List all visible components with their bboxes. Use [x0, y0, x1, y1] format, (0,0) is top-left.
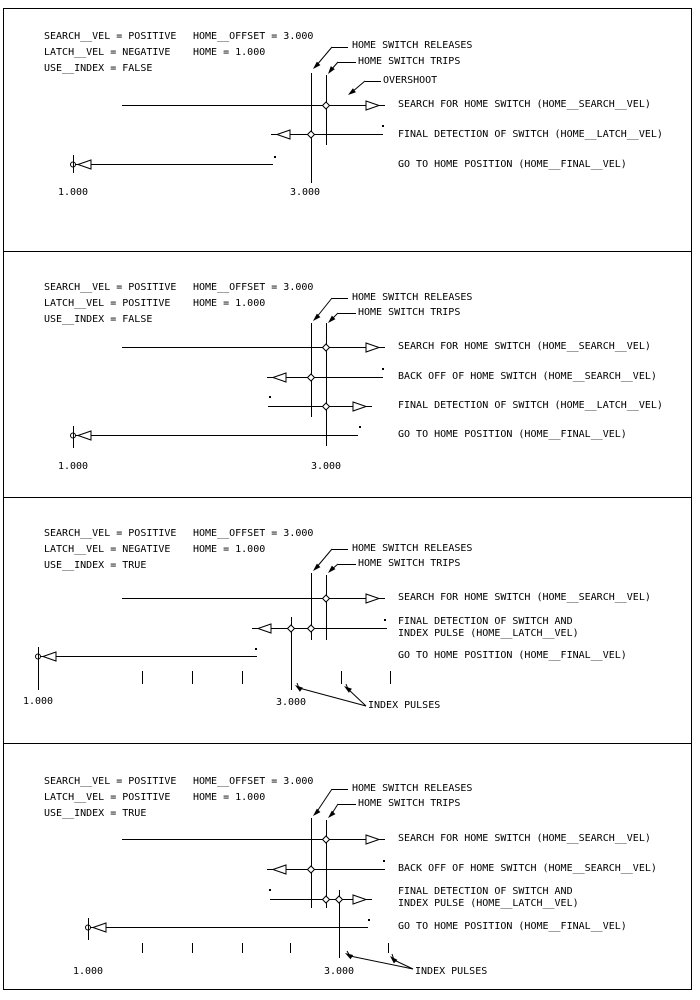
index-pulses-label-3: INDEX PULSES: [368, 700, 441, 711]
search-move-line-3-arrow: [366, 594, 379, 603]
axis-offset-label-3: 3.000: [275, 697, 307, 708]
param-home-2: HOME = 1.000: [193, 298, 266, 309]
callout-releases-label-2: HOME SWITCH RELEASES: [352, 292, 473, 303]
callout-goto-label-1: GO TO HOME POSITION (HOME__FINAL__VEL): [398, 159, 627, 170]
param-use-index-3: USE__INDEX = TRUE: [44, 560, 147, 571]
releases-leader-2: [316, 298, 332, 318]
axis-home-label-1: 1.000: [57, 187, 89, 198]
param-home-offset-3: HOME__OFFSET = 3.000: [193, 528, 314, 539]
index-pulses-arrow-4a-arrowhead: [344, 951, 353, 959]
start-dot: [359, 426, 361, 428]
start-dot: [368, 919, 370, 921]
latch-move-line-2-arrow: [353, 402, 366, 411]
diamond-marker: [308, 866, 315, 873]
param-home-offset-4: HOME__OFFSET = 3.000: [193, 776, 314, 787]
param-home-1: HOME = 1.000: [193, 47, 266, 58]
callout-final-line1-label-3: FINAL DETECTION OF SWITCH AND: [398, 616, 573, 627]
start-dot: [269, 889, 271, 891]
param-search-vel-1: SEARCH__VEL = POSITIVE: [44, 31, 177, 42]
axis-home-label-2: 1.000: [57, 461, 89, 472]
param-search-vel-2: SEARCH__VEL = POSITIVE: [44, 282, 177, 293]
diamond-marker: [308, 625, 315, 632]
axis-offset-label-4: 3.000: [323, 966, 355, 977]
param-home-3: HOME = 1.000: [193, 544, 266, 555]
param-use-index-1: USE__INDEX = FALSE: [44, 63, 153, 74]
diamond-marker: [323, 344, 330, 351]
diamond-marker: [323, 836, 330, 843]
back-off-move-line-2-arrow: [273, 373, 286, 382]
start-dot: [383, 860, 385, 862]
callout-goto-label-3: GO TO HOME POSITION (HOME__FINAL__VEL): [398, 650, 627, 661]
param-latch-vel-4: LATCH__VEL = POSITIVE: [44, 792, 171, 803]
callout-search-label-3: SEARCH FOR HOME SWITCH (HOME__SEARCH__VEL): [398, 592, 651, 603]
start-dot: [382, 125, 384, 127]
callout-back-off-label-4: BACK OFF OF HOME SWITCH (HOME__SEARCH__VEL): [398, 863, 657, 874]
latch-move-line-3-arrow: [258, 624, 271, 633]
param-search-vel-3: SEARCH__VEL = POSITIVE: [44, 528, 177, 539]
search-move-line-2-arrow: [366, 343, 379, 352]
callout-search-label-2: SEARCH FOR HOME SWITCH (HOME__SEARCH__VEL): [398, 341, 651, 352]
param-home-offset-2: HOME__OFFSET = 3.000: [193, 282, 314, 293]
go-home-move-line-4-arrow: [93, 923, 106, 932]
callout-final-label-2: FINAL DETECTION OF SWITCH (HOME__LATCH__VEL): [398, 400, 663, 411]
callout-search-label-1: SEARCH FOR HOME SWITCH (HOME__SEARCH__VEL): [398, 99, 651, 110]
param-latch-vel-2: LATCH__VEL = POSITIVE: [44, 298, 171, 309]
trips-leader-4-arrowhead: [326, 811, 335, 820]
callout-search-label-4: SEARCH FOR HOME SWITCH (HOME__SEARCH__VEL): [398, 833, 651, 844]
param-search-vel-4: SEARCH__VEL = POSITIVE: [44, 776, 177, 787]
diamond-marker: [323, 403, 330, 410]
diamond-marker: [336, 896, 343, 903]
callout-trips-label-3: HOME SWITCH TRIPS: [358, 558, 461, 569]
go-home-move-line-3-arrow: [43, 652, 56, 661]
param-latch-vel-3: LATCH__VEL = NEGATIVE: [44, 544, 171, 555]
param-home-4: HOME = 1.000: [193, 792, 266, 803]
start-dot: [382, 368, 384, 370]
callout-final-line2-label-3: INDEX PULSE (HOME__LATCH__VEL): [398, 628, 579, 639]
callout-goto-label-2: GO TO HOME POSITION (HOME__FINAL__VEL): [398, 429, 627, 440]
diamond-marker: [323, 595, 330, 602]
callout-releases-label-3: HOME SWITCH RELEASES: [352, 543, 473, 554]
callout-back-off-label-2: BACK OFF OF HOME SWITCH (HOME__SEARCH__VEL): [398, 371, 657, 382]
index-pulses-arrow-4a: [350, 956, 413, 969]
back-off-move-line-4-arrow: [273, 865, 286, 874]
start-dot: [255, 648, 257, 650]
callout-final-line1-label-4: FINAL DETECTION OF SWITCH AND: [398, 886, 573, 897]
go-home-move-line-2-arrow: [78, 431, 91, 440]
releases-leader-4: [316, 789, 332, 813]
callout-releases-label-1: HOME SWITCH RELEASES: [352, 40, 473, 51]
search-move-line-1-arrow: [366, 101, 379, 110]
releases-leader-4-arrowhead: [311, 809, 320, 818]
diamond-marker: [308, 131, 315, 138]
go-home-move-line-1-arrow: [78, 160, 91, 169]
start-dot: [274, 156, 276, 158]
search-move-line-4-arrow: [366, 835, 379, 844]
axis-home-label-3: 1.000: [22, 696, 54, 707]
param-use-index-4: USE__INDEX = TRUE: [44, 808, 147, 819]
callout-final-line2-label-4: INDEX PULSE (HOME__LATCH__VEL): [398, 898, 579, 909]
callout-final-label-1: FINAL DETECTION OF SWITCH (HOME__LATCH__VEL): [398, 129, 663, 140]
callout-trips-label-2: HOME SWITCH TRIPS: [358, 307, 461, 318]
callout-trips-label-1: HOME SWITCH TRIPS: [358, 56, 461, 67]
callout-trips-label-4: HOME SWITCH TRIPS: [358, 798, 461, 809]
param-home-offset-1: HOME__OFFSET = 3.000: [193, 31, 314, 42]
latch-move-line-4-arrow: [353, 895, 366, 904]
index-pulses-arrow-4b: [394, 960, 413, 969]
param-latch-vel-1: LATCH__VEL = NEGATIVE: [44, 47, 171, 58]
index-pulses-arrow-3a-arrowhead: [294, 683, 303, 692]
diamond-marker: [323, 896, 330, 903]
param-use-index-2: USE__INDEX = FALSE: [44, 314, 153, 325]
callout-goto-label-4: GO TO HOME POSITION (HOME__FINAL__VEL): [398, 921, 627, 932]
diamond-marker: [308, 374, 315, 381]
diamond-marker: [288, 625, 295, 632]
callout-releases-label-4: HOME SWITCH RELEASES: [352, 783, 473, 794]
diamond-marker: [323, 102, 330, 109]
axis-offset-label-1: 3.000: [289, 187, 321, 198]
latch-move-line-1-arrow: [277, 130, 290, 139]
index-pulses-label-4: INDEX PULSES: [415, 966, 488, 977]
callout-overshoot-label: OVERSHOOT: [383, 75, 438, 86]
start-dot: [269, 396, 271, 398]
axis-home-label-4: 1.000: [72, 966, 104, 977]
axis-offset-label-2: 3.000: [310, 461, 342, 472]
start-dot: [384, 619, 386, 621]
